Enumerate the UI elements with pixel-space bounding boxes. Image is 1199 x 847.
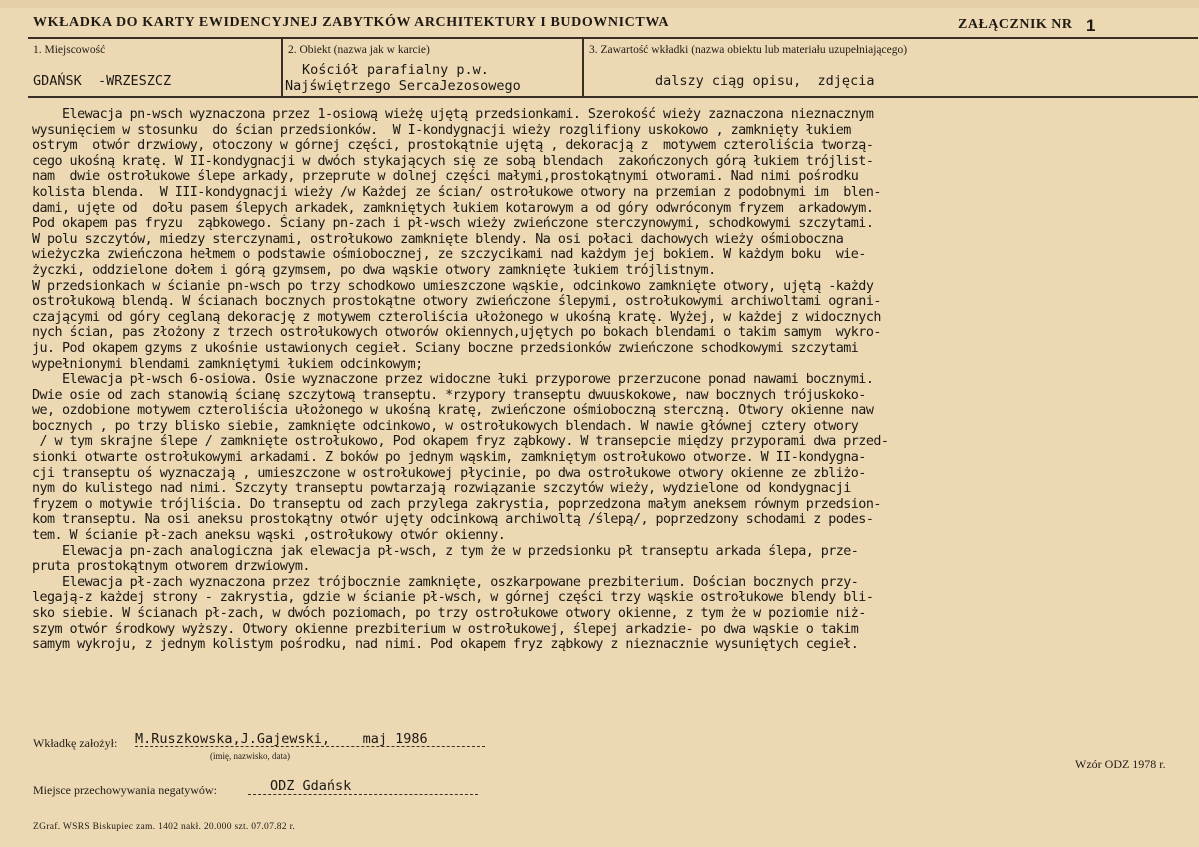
body-line: ostrym otwór drzwiowy, otoczony w górnej części, prostokątnie ujętą , dekoracją z motywem czteroliścia tworzą-	[32, 138, 874, 154]
body-line: W przedsionkach w ścianie pn-wsch po trzy schodkowo umieszczone wąskie, odcinkowo zamknięte otwory, ujętą -każdy	[32, 278, 874, 294]
body-line: kom transeptu. Na osi aneksu prostokątny otwór ujęty odcinkową archiwoltą /ślepą/, poprzedzony schodami z podes-	[32, 512, 874, 528]
printer-imprint: ZGraf. WSRS Biskupiec zam. 1402 nakł. 20.000 szt. 07.07.82 r.	[33, 822, 296, 832]
body-line: wypełnionymi blendami zamkniętymi łukiem odcinkowym;	[32, 356, 423, 372]
negatives-dotted-line	[248, 794, 478, 795]
body-line: nych ścian, pas złożony z trzech ostrołukowych otworów okiennych,ujętych po bokach blendami o takim samym wykro-	[32, 325, 881, 341]
body-line: sko siebie. W ścianach pł-zach, w dwóch poziomach, po trzy ostrołukowe otwory okienne, z tym że w poziomie niż-	[32, 606, 866, 621]
header-top-rule	[28, 37, 1198, 39]
body-line: szym otwór środkowy wyższy. Otwory okienne prezbiterium w ostrołukowej, ślepej arkadzie- po dwa wąskie o takim	[32, 621, 859, 637]
body-line: bocznych , po trzy blisko siebie, zamknięte odcinkowo, w ostrołukowych blendach. W nawie głównej cztery otwory	[32, 418, 859, 434]
contents-value: dalszy ciąg opisu, zdjęcia	[655, 73, 875, 89]
body-line: Dwie osie od zach stanowią ścianę szczytową transeptu. *rzypory transeptu dwuuskokowe, naw bocznych trójuskoko-	[32, 387, 866, 403]
body-line: cego ukośną kratę. W II-kondygnacji w dwóch stykających się ze sobą blendach zakończonych górą łukiem trójlist-	[32, 153, 874, 169]
founder-hint: (imię, nazwisko, data)	[210, 751, 290, 761]
field-divider-2	[582, 37, 584, 97]
body-line: nam dwie ostrołukowe ślepe arkady, przeprute w dolnej części małymi,prostokątnymi otworami. Nad nimi pośrodku	[32, 169, 859, 185]
top-edge	[0, 0, 1199, 8]
negatives-label: Miejsce przechowywania negatywów:	[33, 783, 217, 797]
body-line: Pod okapem pas fryzu ząbkowego. Ściany pn-zach i pł-wsch wieży zwieńczone sterczynowymi, schodkowymi szczytami.	[32, 216, 874, 232]
body-line: pruta prostokątnym otworem drzwiowym.	[32, 559, 310, 575]
body-line: samym wykroju, z jednym kolistym pośrodku, nad nimi. Pod okapem fryz ząbkowy z nieznacznie wysuniętych cegieł.	[32, 637, 859, 653]
founder-dotted-line	[135, 746, 485, 747]
body-line: wieżyczka zwieńczona hełmem o podstawie ośmiobocznej, ze szczycikami nad każdym jej bokiem. W każdym boku wie-	[32, 247, 866, 263]
form-title: WKŁADKA DO KARTY EWIDENCYJNEJ ZABYTKÓW ARCHITEKTURY I BUDOWNICTWA	[33, 15, 670, 30]
contents-label: 3. Zawartość wkładki (nazwa obiektu lub materiału uzupełniającego)	[589, 44, 908, 56]
field-divider-1	[281, 37, 283, 97]
body-line: życzki, oddzielone dołem i górą gzymsem, po dwa wąskie otwory zamknięte łukiem trójlistnym.	[32, 262, 716, 278]
location-value: GDAŃSK -WRZESZCZ	[33, 73, 172, 89]
model-label: Wzór ODZ 1978 r.	[1075, 757, 1166, 771]
body-line: / w tym skrajne ślepe / zamknięte ostrołukowo, Pod okapem fryz ząbkowy. W transepcie między przyporami dwa przed-	[32, 434, 889, 450]
body-line: legają-z każdej strony - zakrystia, gdzie w ścianie pł-wsch, w górnej części trzy wąskie ostrołukowe blendy bli-	[32, 590, 874, 606]
body-line: we, ozdobione motywem czteroliścia ułożonego w ukośną kratę, zwieńczone ośmioboczną sterczną. Otwory okienne naw	[32, 403, 874, 419]
body-line: tem. W ścianie pł-zach aneksu wąski ,ostrołukowy otwór okienny.	[32, 528, 506, 544]
attachment-number: 1	[1086, 16, 1096, 35]
header-bottom-rule	[28, 96, 1198, 98]
body-line: wysunięciem w stosunku do ścian przedsionków. W I-kondygnacji wieży rozglifiony uskokowo , zamknięty łukiem	[32, 122, 851, 138]
description-body	[32, 107, 1192, 653]
body-line: sionki otwarte ostrołukowymi arkadami. Z boków po jednym wąskim, zamkniętym ostrołukowo otworze. W II-kondygna-	[32, 450, 866, 466]
body-line: czającymi od góry ceglaną dekorację z motywem czteroliścia ułożonego w ukośną kratę. Wyżej, w każdej z widocznych	[32, 309, 881, 325]
body-line: Elewacja pł-wsch 6-osiowa. Osie wyznaczone przez widoczne łuki przyporowe przerzucone ponad nawami bocznymi.	[32, 372, 874, 388]
location-label: 1. Miejscowość	[33, 44, 106, 56]
object-value-line1: Kościół parafialny p.w.	[302, 62, 489, 78]
attachment-label: ZAŁĄCZNIK NR	[958, 17, 1073, 32]
body-line: cji transeptu oś wyznaczają , umieszczone w ostrołukowej płycinie, po dwa ostrołukowe otwory okienne ze zbliżo-	[32, 465, 866, 481]
founder-label: Wkładkę założył:	[33, 736, 118, 750]
object-value-line2: Najświętrzego SercaJezosowego	[285, 78, 521, 94]
body-line: ostrołukową blendą. W ścianach bocznych prostokątne otwory zwieńczone ślepymi, ostrołukowymi archiwoltami ograni-	[32, 294, 881, 310]
body-line: W polu szczytów, miedzy sterczynami, ostrołukowo zamknięte blendy. Na osi połaci dachowych wieży ośmioboczna	[32, 231, 844, 247]
body-line: kolista blenda. W III-kondygnacji wieży /w Każdej ze ścian/ ostrołukowe otwory na przemian z podobnymi im blen-	[32, 184, 881, 200]
object-label: 2. Obiekt (nazwa jak w karcie)	[288, 44, 430, 56]
body-line: Elewacja pł-zach wyznaczona przez trójbocznie zamknięte, oszkarpowane prezbiterium. Dościan bocznych przy-	[32, 574, 859, 590]
body-line: fryzem o motywie trójliścia. Do transeptu od zach przylega zakrystia, poprzedzona małym aneksem równym przedsion-	[32, 496, 881, 512]
negatives-value: ODZ Gdańsk	[270, 778, 352, 794]
body-line: Elewacja pn-wsch wyznaczona przez 1-osiową wieżę ujętą przedsionkami. Szerokość wieży zaznaczona nieznacznym	[32, 107, 874, 122]
founder-value: M.Ruszkowska,J.Gajewski, maj 1986	[135, 731, 428, 747]
body-line: nym do kulistego nad nimi. Szczyty transeptu powtarzają rozwiązanie szczytów wieży, wydzielone od kondygnacji	[32, 481, 851, 497]
body-line: dami, ujęte od dołu pasem ślepych arkadek, zamkniętych łukiem kotarowym a od góry odwróconym fryzem arkadowym.	[32, 200, 874, 216]
body-line: Elewacja pn-zach analogiczna jak elewacja pł-wsch, z tym że w przedsionku pł transeptu arkada ślepa, prze-	[32, 543, 859, 559]
body-line: ju. Pod okapem gzyms z ukośnie ustawionych cegieł. Sciany boczne przedsionków zwieńczone schodkowymi szczytami	[32, 340, 859, 356]
